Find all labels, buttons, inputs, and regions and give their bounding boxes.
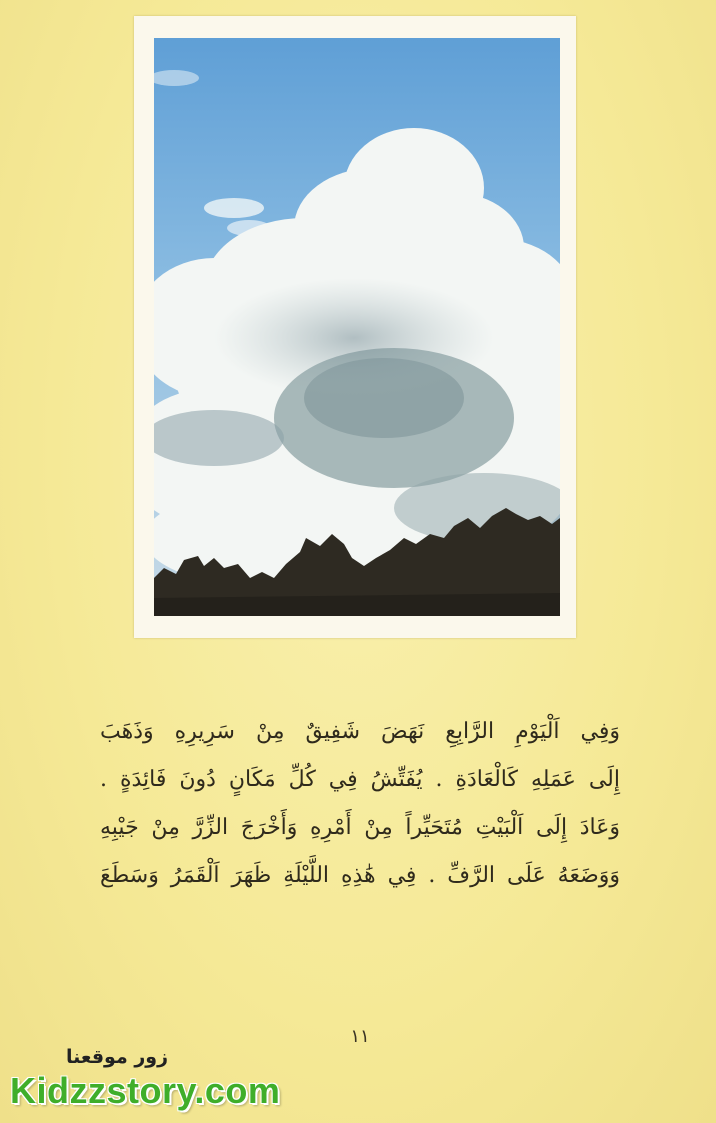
clouds-photo	[154, 38, 560, 616]
story-line-3: وَعَادَ إِلَى اَلْبَيْتِ مُتَحَيِّراً مِنْ أَمْرِهِ وَأَخْرَجَ الزِّرَّ مِنْ جَيْبِهِ	[100, 815, 620, 840]
story-line-1: وَفِي اَلْيَوْمِ الرَّابِعِ نَهَضَ شَفِيقٌ مِنْ سَرِيرِهِ وَذَهَبَ	[100, 719, 620, 744]
photo-frame	[134, 16, 576, 638]
story-line-4: وَوَضَعَهُ عَلَى الرَّفِّ . فِي هَٰذِهِ اللَّيْلَةِ ظَهَرَ اَلْقَمَرُ وَسَطَعَ	[100, 863, 620, 888]
story-line-2: إِلَى عَمَلِهِ كَالْعَادَةِ . يُفَتِّشُ فِي كُلِّ مَكَانٍ دُونَ فَائِدَةٍ .	[100, 767, 620, 792]
clouds-illustration	[154, 38, 560, 616]
page-number: ١١	[350, 1026, 370, 1047]
watermark-site-logo: Kidzzstory.com	[10, 1070, 281, 1111]
watermark-visit-text: زور موقعنا	[66, 1046, 169, 1068]
story-text	[100, 708, 620, 900]
